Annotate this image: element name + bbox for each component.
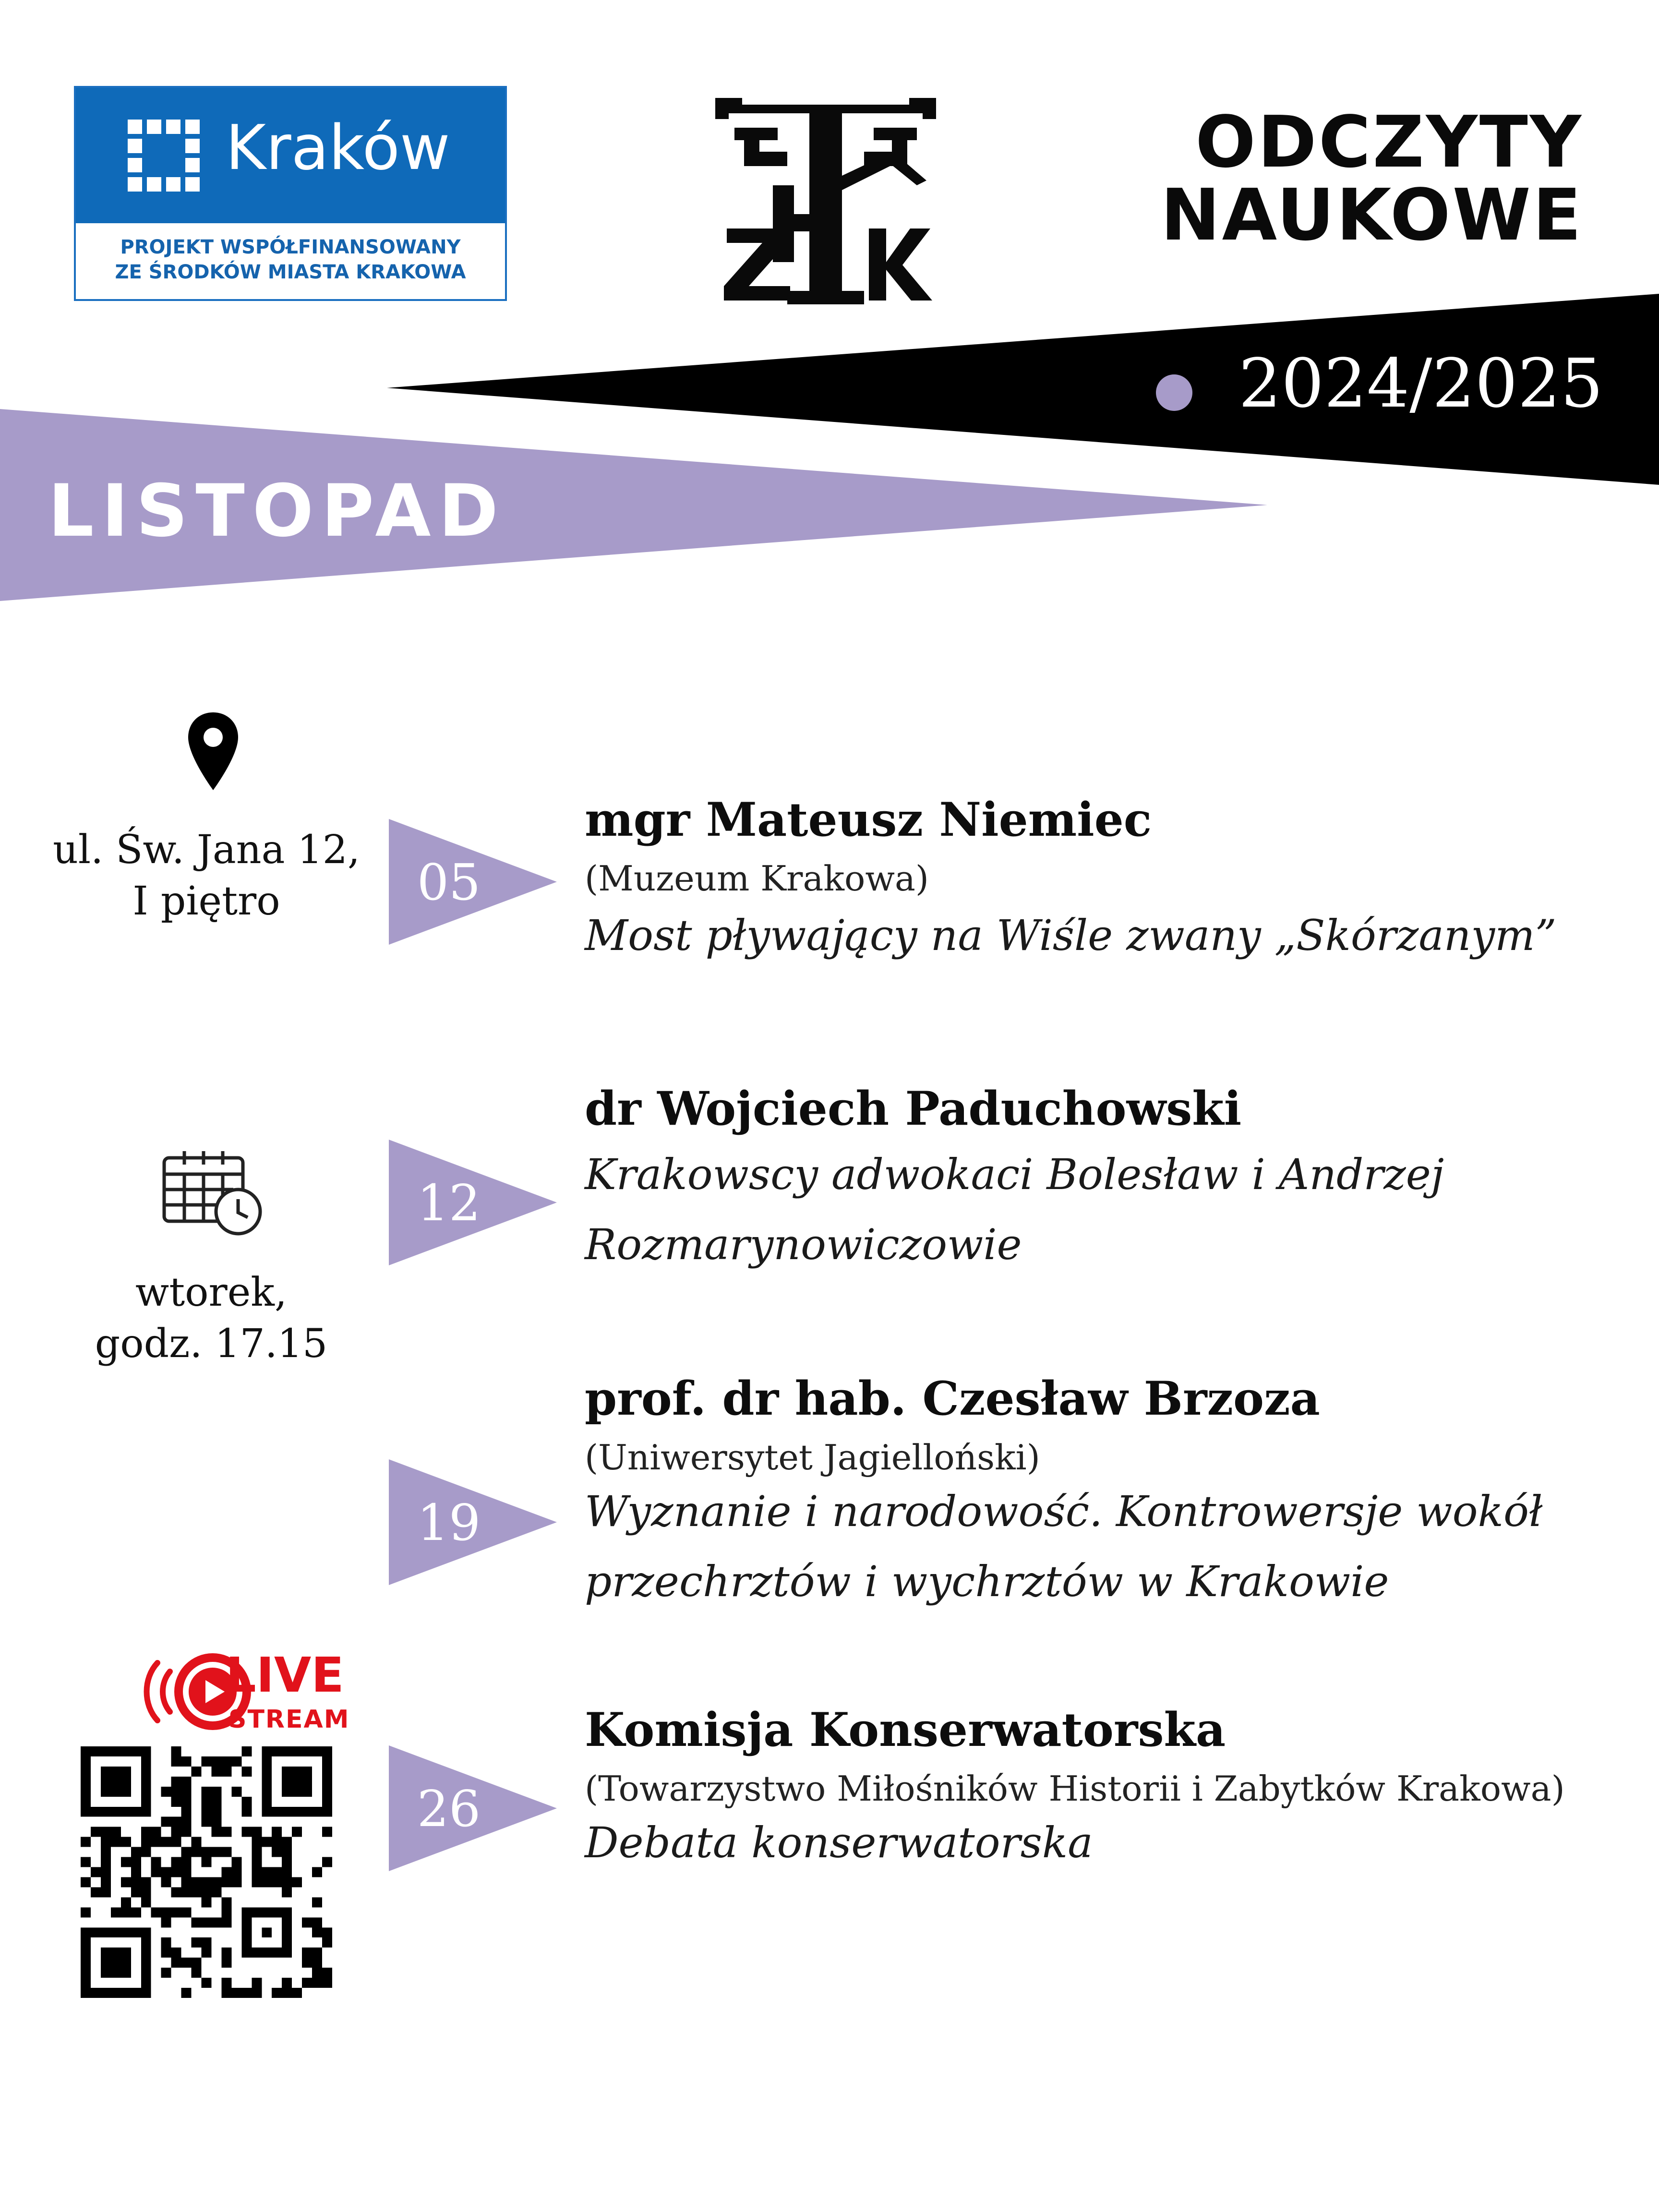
- year-dot-icon: [1156, 374, 1192, 411]
- schedule-time: [43, 1267, 379, 1370]
- day-line-2: godz. 17.15: [95, 1321, 328, 1367]
- krakow-logo-subtitle-2: ZE ŚRODKÓW MIASTA KRAKOWA: [115, 261, 466, 283]
- krakow-logo-name: Kraków: [226, 112, 450, 184]
- krakow-logo-subtitle-1: PROJEKT WSPÓŁFINANSOWANY: [120, 236, 461, 258]
- tmhzk-monogram-logo: [715, 94, 936, 305]
- date-flag-19: [389, 1459, 557, 1585]
- stream-label: STREAM: [228, 1705, 350, 1734]
- lecture-title: Most pływający na Wiśle zwany „Skórzanym”: [585, 911, 1557, 960]
- location-line-1: ul. Św. Jana 12,: [53, 827, 360, 873]
- lecture-speaker: dr Wojciech Paduchowski: [585, 1082, 1242, 1136]
- lecture-item: [585, 793, 1641, 971]
- map-pin-icon: [185, 710, 241, 792]
- calendar-clock-icon: [161, 1147, 265, 1238]
- lecture-speaker: Komisja Konserwatorska: [585, 1703, 1226, 1757]
- date-number: 12: [417, 1174, 481, 1232]
- title-line-2: NAUKOWE: [1160, 174, 1583, 256]
- date-flag-26: [389, 1745, 557, 1871]
- lecture-speaker: prof. dr hab. Czesław Brzoza: [585, 1371, 1320, 1426]
- qr-code-icon[interactable]: [81, 1746, 332, 1998]
- header-banners: [0, 288, 1659, 614]
- krakow-sponsor-logo: [74, 86, 507, 301]
- title-line-1: ODCZYTY: [1195, 101, 1583, 183]
- lecture-item: [585, 1082, 1641, 1280]
- live-label: LIVE: [226, 1647, 344, 1703]
- location-line-2: I piętro: [132, 878, 280, 924]
- lecture-institution: (Uniwersytet Jagielloński): [585, 1437, 1040, 1478]
- lecture-title: Wyznanie i narodowość. Kontrowersje wokół przechrztów i wychrztów w Krakowie: [585, 1487, 1543, 1606]
- lecture-item: [585, 1371, 1641, 1617]
- day-line-1: wtorek,: [135, 1270, 287, 1315]
- lecture-title: Krakowscy adwokaci Bolesław i Andrzej Rozmarynowiczowie: [585, 1150, 1444, 1269]
- date-number: 19: [417, 1493, 481, 1552]
- month-heading: LISTOPAD: [48, 469, 506, 553]
- season-year: 2024/2025: [1238, 345, 1603, 423]
- krakow-logo-band: [76, 88, 505, 223]
- lecture-title: Debata konserwatorska: [585, 1818, 1093, 1867]
- location-address: [29, 825, 384, 927]
- lecture-speaker: mgr Mateusz Niemiec: [585, 793, 1152, 847]
- date-number: 26: [417, 1779, 481, 1838]
- date-number: 05: [417, 853, 481, 912]
- lecture-item: [585, 1703, 1641, 1878]
- lecture-institution: (Towarzystwo Miłośników Historii i Zabytków Krakowa): [585, 1768, 1565, 1809]
- krakow-mark-icon: [128, 120, 200, 192]
- date-flag-05: [389, 819, 557, 945]
- lecture-institution: (Muzeum Krakowa): [585, 858, 929, 899]
- date-flag-12: [389, 1140, 557, 1265]
